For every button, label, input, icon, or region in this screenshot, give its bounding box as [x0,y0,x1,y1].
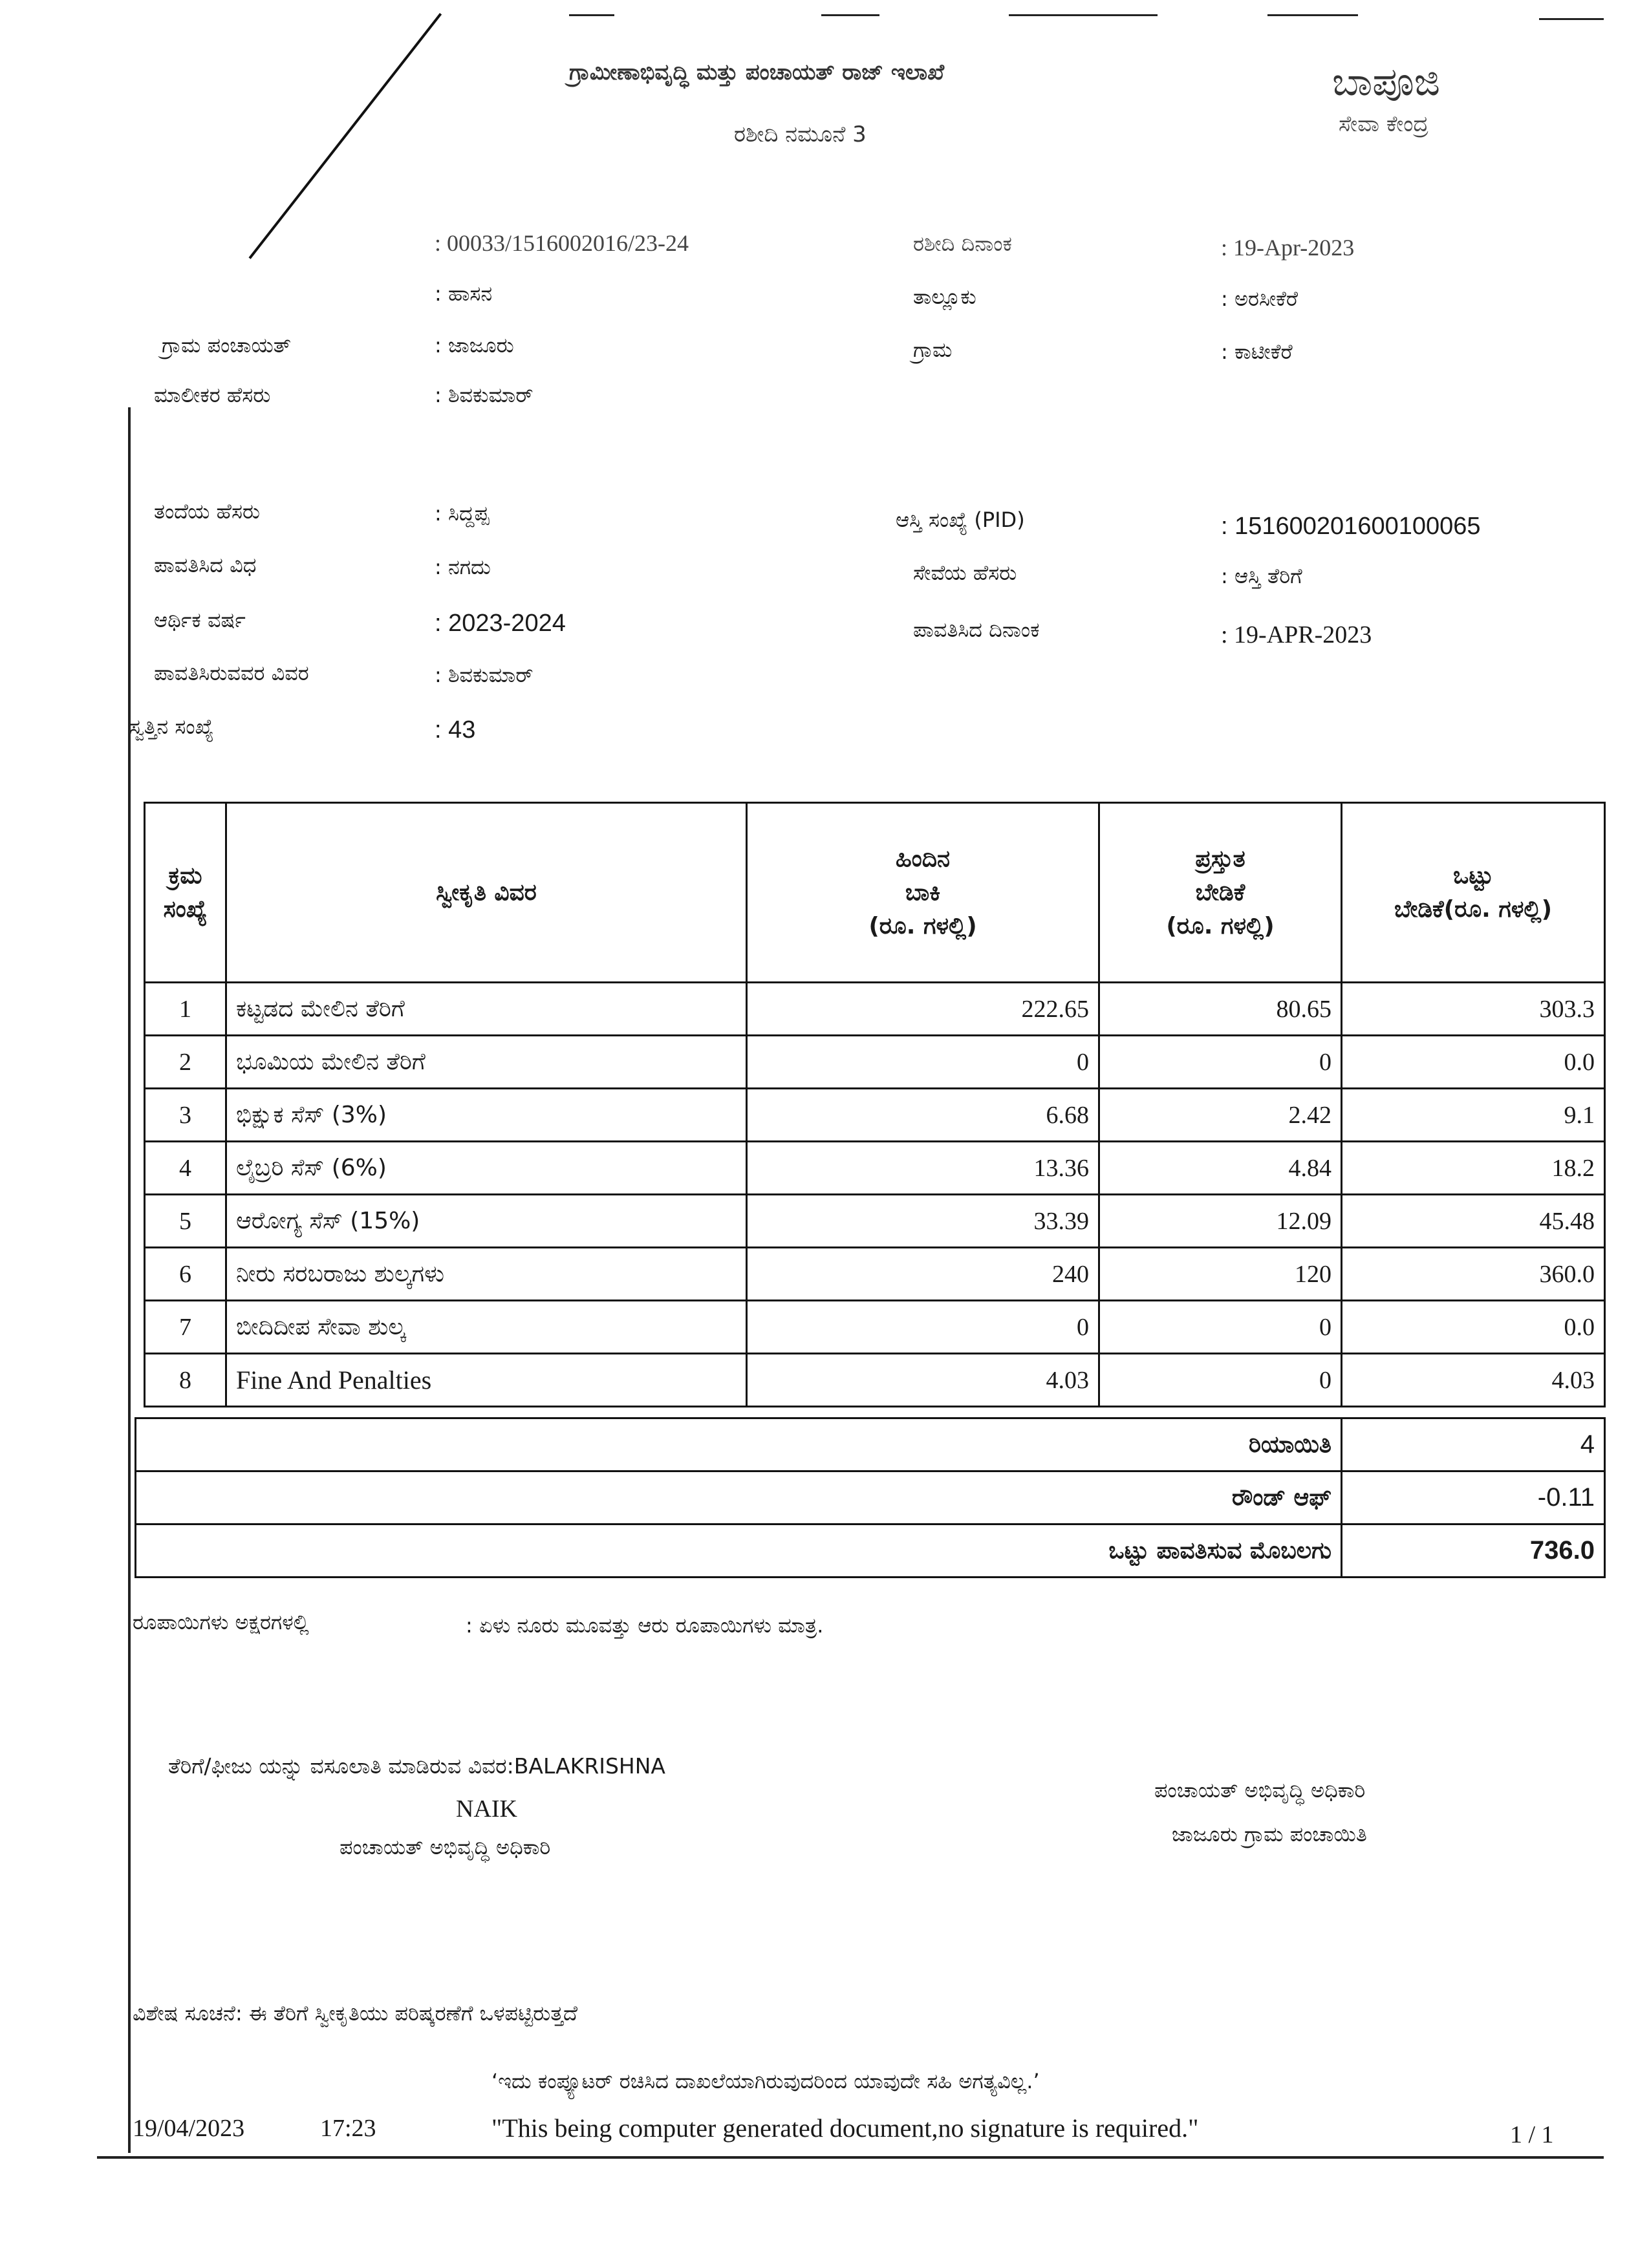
table-row [145,1195,1605,1248]
print-time: 17:23 [320,2115,376,2142]
print-date: 19/04/2023 [133,2115,245,2142]
header-previous-line3: (ರೂ. ಗಳಲ್ಲಿ) [868,912,977,939]
row-total: 18.2 [1342,1142,1605,1195]
row-total: 0.0 [1342,1036,1605,1089]
row-total: 4.03 [1342,1354,1605,1407]
top-rule-2 [821,14,879,16]
rebate-label: ರಿಯಾಯಿತಿ [136,1418,1342,1471]
top-rule-5 [1539,18,1604,20]
service-label: ಸೇವೆಯ ಹೆಸರು [913,561,1017,585]
stamp-text-1: ಬಾಪೂಜಿ [1332,59,1441,105]
pid-value: : 151600201600100065 [1221,513,1481,540]
table-row [145,1142,1605,1195]
father-value: : ಸಿದ್ದಪ್ಪ [435,501,490,526]
row-description: ನೀರು ಸರಬರಾಜು ಶುಲ್ಕಗಳು [226,1248,747,1301]
row-serial: 6 [145,1248,226,1301]
row-serial: 1 [145,983,226,1036]
owner-label: ಮಾಲೀಕರ ಹೆಸರು [154,383,271,407]
payment-mode-value: : ನಗದು [435,555,491,579]
father-label: ತಂದೆಯ ಹೆಸರು [154,499,261,524]
row-serial: 2 [145,1036,226,1089]
row-description: ಕಟ್ಟಡದ ಮೇಲಿನ ತೆರಿಗೆ [226,983,747,1036]
header-serial [145,803,226,983]
row-serial: 4 [145,1142,226,1195]
page-frame-left [128,407,131,2153]
table-row [145,983,1605,1036]
collector-line3: ಪಂಚಾಯತ್ ಅಭಿವೃದ್ಧಿ ಅಧಿಕಾರಿ [339,1835,551,1859]
row-current: 4.84 [1099,1142,1342,1195]
top-rule-3 [1009,14,1158,16]
payer-value: : ಶಿವಕುಮಾರ್ [435,663,534,687]
owner-value: : ಶಿವಕುಮಾರ್ [435,383,534,407]
row-serial: 8 [145,1354,226,1407]
header-current-demand [1099,803,1342,983]
fiscal-year-label: ಆರ್ಥಿಕ ವರ್ಷ [154,608,246,632]
row-previous: 13.36 [747,1142,1099,1195]
header-previous-line1: ಹಿಂದಿನ [896,845,950,872]
total-value: 736.0 [1342,1524,1605,1578]
row-previous: 240 [747,1248,1099,1301]
row-previous: 0 [747,1036,1099,1089]
row-description: Fine And Penalties [226,1354,747,1407]
row-previous: 222.65 [747,983,1099,1036]
header-previous-line2: ಬಾಕಿ [905,879,941,906]
collector-line1: ತೆರಿಗೆ/ಫೀಜು ಯನ್ನು ವಸೂಲಾತಿ ಮಾಡಿರುವ ವಿವರ:BALAKRISHNA [168,1753,665,1779]
taluk-value: : ಅರಸೀಕೆರೆ [1221,286,1299,311]
form-title: ರಶೀದಿ ನಮೂನೆ 3 [734,122,867,147]
rebate-row [136,1418,1605,1471]
amount-words-label: ರೂಪಾಯಿಗಳು ಅಕ್ಷರಗಳಲ್ಲಿ [133,1610,309,1634]
gram-panchayat-label: ಗ್ರಾಮ ಪಂಚಾಯತ್ [162,333,292,358]
table-row [145,1301,1605,1354]
top-rule-4 [1267,14,1358,16]
header-total-demand [1342,803,1605,983]
paid-date-label: ಪಾವತಿಸಿದ ದಿನಾಂಕ [913,617,1040,642]
roundoff-label: ರೌಂಡ್ ಆಫ್ [136,1471,1342,1524]
row-description: ಭಿಕ್ಷುಕ ಸೆಸ್ (3%) [226,1089,747,1142]
header-serial-line1: ಕ್ರಮ [168,862,202,889]
row-serial: 7 [145,1301,226,1354]
paid-date-value: : 19-APR-2023 [1221,621,1372,648]
collector-line2: NAIK [456,1795,517,1823]
row-current: 0 [1099,1036,1342,1089]
row-serial: 5 [145,1195,226,1248]
service-value: : ಆಸ್ತಿ ತೆರಿಗೆ [1221,564,1302,588]
header-current-line2: ಬೇಡಿಕೆ [1195,879,1245,906]
row-description: ಭೂಮಿಯ ಮೇಲಿನ ತೆರಿಗೆ [226,1036,747,1089]
officer-office: ಜಾಜೂರು ಗ್ರಾಮ ಪಂಚಾಯಿತಿ [1172,1822,1367,1846]
taluk-label: ತಾಲ್ಲೂಕು [913,284,976,309]
row-description: ಬೀದಿದೀಪ ಸೇವಾ ಶುಲ್ಕ [226,1301,747,1354]
receipt-date: : 19-Apr-2023 [1221,235,1355,261]
asset-number-label: ಸ್ವತ್ತಿನ ಸಂಖ್ಯೆ [129,714,214,739]
row-current: 0 [1099,1301,1342,1354]
table-row [145,1089,1605,1142]
row-total: 0.0 [1342,1301,1605,1354]
header-total-line2: ಬೇಡಿಕೆ(ರೂ. ಗಳಲ್ಲಿ) [1394,895,1553,923]
row-previous: 33.39 [747,1195,1099,1248]
officer-designation: ಪಂಚಾಯತ್ ಅಭಿವೃದ್ಧಿ ಅಧಿಕಾರಿ [1154,1778,1366,1803]
row-total: 360.0 [1342,1248,1605,1301]
header-previous-balance [747,803,1099,983]
page-number: 1 / 1 [1510,2121,1554,2148]
receipt-date-label: ರಶೀದಿ ದಿನಾಂಕ [913,231,1012,256]
row-current: 2.42 [1099,1089,1342,1142]
row-total: 9.1 [1342,1089,1605,1142]
payment-mode-label: ಪಾವತಿಸಿದ ವಿಧ [154,553,257,577]
summary-table [135,1417,1606,1578]
fee-table [144,802,1606,1407]
village-label: ಗ್ರಾಮ [913,337,953,362]
roundoff-value: -0.11 [1342,1471,1605,1524]
total-row [136,1524,1605,1578]
table-row [145,1248,1605,1301]
receipt-number: : 00033/1516002016/23-24 [435,230,689,256]
row-current: 120 [1099,1248,1342,1301]
fee-table-header [145,803,1605,983]
row-previous: 6.68 [747,1089,1099,1142]
row-description: ಆರೋಗ್ಯ ಸೆಸ್ (15%) [226,1195,747,1248]
header-serial-line2: ಸಂಖ್ಯೆ [163,895,208,923]
top-rule-1 [569,14,614,16]
row-current: 0 [1099,1354,1342,1407]
row-current: 80.65 [1099,983,1342,1036]
pen-stroke [248,13,442,259]
fiscal-year-value: : 2023-2024 [435,610,566,637]
roundoff-row [136,1471,1605,1524]
header-total-line1: ಒಟ್ಟು [1453,862,1493,889]
kannada-disclaimer: ‘ಇದು ಕಂಪ್ಯೂಟರ್ ರಚಿಸಿದ ದಾಖಲೆಯಾಗಿರುವುದರಿಂದ ಯಾವುದೇ ಸಹಿ ಅಗತ್ಯವಿಲ್ಲ.’ [491,2069,1040,2093]
village-value: : ಕಾಟೀಕೆರೆ [1221,339,1293,364]
special-note: ವಿಶೇಷ ಸೂಚನೆ: ಈ ತೆರಿಗೆ ಸ್ವೀಕೃತಿಯು ಪರಿಷ್ಕರಣೆಗೆ ಒಳಪಟ್ಟಿರುತ್ತದೆ [133,2001,577,2026]
row-total: 45.48 [1342,1195,1605,1248]
district-value: : ಹಾಸನ [435,281,493,306]
stamp-text-2: ಸೇವಾ ಕೇಂದ್ರ [1339,111,1428,137]
pid-label: ಆಸ್ತಿ ಸಂಖ್ಯೆ (PID) [896,508,1025,532]
row-total: 303.3 [1342,983,1605,1036]
header-current-line1: ಪ್ರಸ್ತುತ [1195,845,1245,872]
english-disclaimer: "This being computer generated document,no signature is required." [491,2113,1199,2143]
header-description: ಸ್ವೀಕೃತಿ ವಿವರ [226,803,747,983]
row-description: ಲೈಬ್ರರಿ ಸೆಸ್ (6%) [226,1142,747,1195]
row-previous: 0 [747,1301,1099,1354]
table-row [145,1354,1605,1407]
header-current-line3: (ರೂ. ಗಳಲ್ಲಿ) [1166,912,1275,939]
department-title: ಗ್ರಾಮೀಣಾಭಿವೃದ್ಧಿ ಮತ್ತು ಪಂಚಾಯತ್ ರಾಜ್ ಇಲಾಖೆ [569,59,945,85]
row-previous: 4.03 [747,1354,1099,1407]
gram-panchayat-value: : ಜಾಜೂರು [435,333,514,358]
page-frame-bottom [97,2156,1604,2159]
rebate-value: 4 [1342,1418,1605,1471]
amount-words-value: : ಏಳು ನೂರು ಮೂವತ್ತು ಆರು ರೂಪಾಯಿಗಳು ಮಾತ್ರ. [466,1613,824,1638]
row-current: 12.09 [1099,1195,1342,1248]
payer-label: ಪಾವತಿಸಿರುವವರ ವಿವರ [154,661,309,685]
total-label: ಒಟ್ಟು ಪಾವತಿಸುವ ಮೊಬಲಗು [136,1524,1342,1578]
table-row [145,1036,1605,1089]
row-serial: 3 [145,1089,226,1142]
asset-number-value: : 43 [435,716,476,744]
